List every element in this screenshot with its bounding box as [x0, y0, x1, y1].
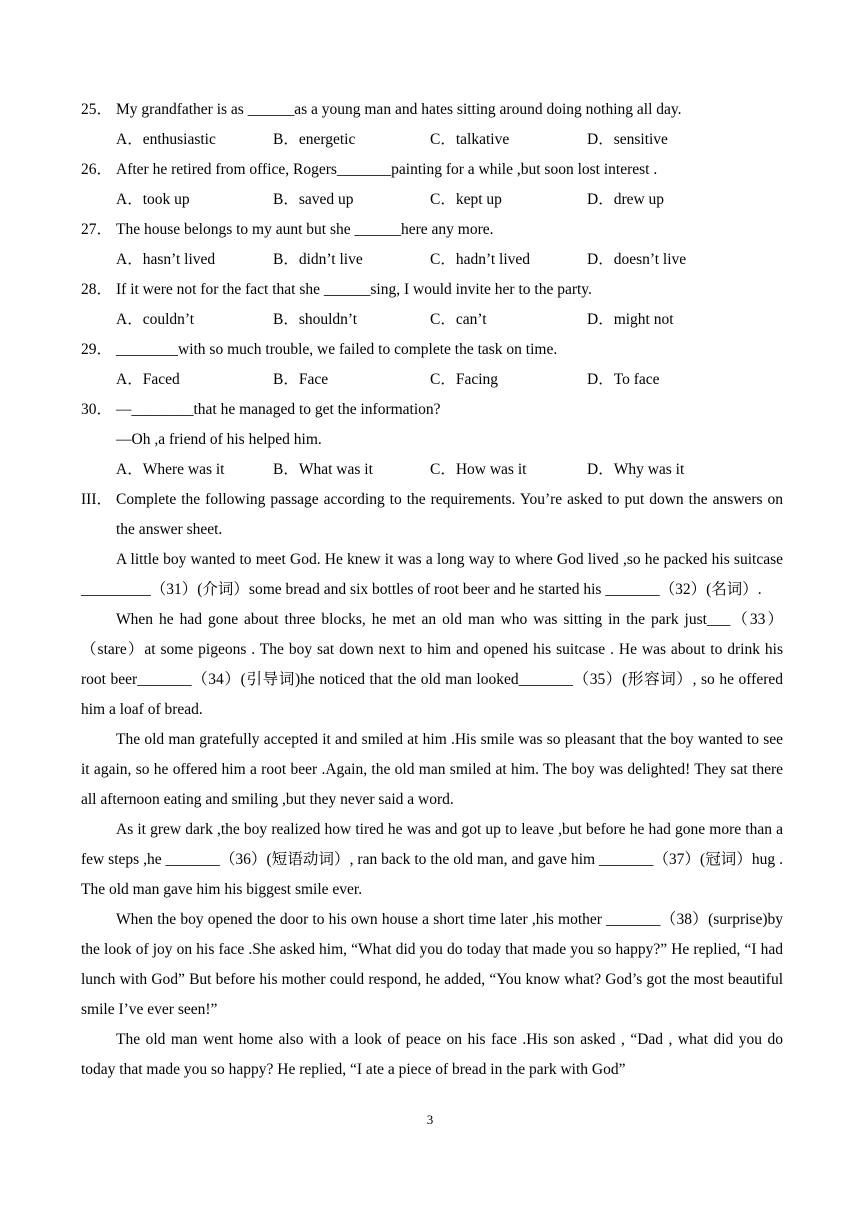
passage-paragraph: When he had gone about three blocks, he met an old man who was sitting in the park just___（33）（stare）at some pigeons . The boy sat down next to him and opened his suitcase . He was about to drink his root beer_______（34）(引导词)he noticed that the old man looked_______（35）(形容词）, so he offered him a loaf of bread.: [81, 611, 783, 718]
page-number: 3: [426, 1112, 434, 1127]
question-stem: My grandfather is as ______as a young man and hates sitting around doing nothing all day.: [116, 101, 682, 118]
option-c: C．talkative: [430, 131, 510, 148]
option-d: D．doesn’t live: [587, 251, 687, 268]
option-b: B．saved up: [273, 191, 354, 208]
question-25: [81, 95, 783, 125]
question-stem: After he retired from office, Rogers_______painting for a while ,but soon lost interest .: [116, 161, 658, 178]
option-a: A．hasn’t lived: [116, 251, 216, 268]
option-c: C．kept up: [430, 191, 502, 208]
section-label: III．: [81, 491, 112, 508]
option-b: B．energetic: [273, 131, 356, 148]
question-number: 26．: [81, 161, 113, 178]
option-c: C．can’t: [430, 311, 487, 328]
question-number: 30．: [81, 401, 113, 418]
question-number: 27．: [81, 221, 113, 238]
option-d: D．To face: [587, 371, 660, 388]
passage-paragraph: The old man went home also with a look of peace on his face .His son asked , “Dad , what did you do today that made you so happy? He replied, “I ate a piece of bread in the park with God”: [81, 1031, 783, 1078]
passage-paragraph: A little boy wanted to meet God. He knew it was a long way to where God lived ,so he packed his suitcase _________（31）(介词）some bread and six bottles of root beer and he started his _______（32）(名词）.: [81, 551, 783, 598]
section-instruction: [81, 485, 783, 545]
question-stem: If it were not for the fact that she ______sing, I would invite her to the party.: [116, 281, 592, 298]
question-stem: ________with so much trouble, we failed to complete the task on time.: [116, 341, 558, 358]
options-26: [81, 185, 783, 215]
options-25: [81, 125, 783, 155]
question-30: [81, 395, 783, 425]
option-d: D．drew up: [587, 191, 665, 208]
question-stem: —________that he managed to get the information?: [116, 401, 441, 418]
option-c: C．hadn’t lived: [430, 251, 531, 268]
option-c: C．Facing: [430, 371, 499, 388]
question-27: [81, 215, 783, 245]
options-30: [81, 455, 783, 485]
question-29: [81, 335, 783, 365]
question-number: 28．: [81, 281, 113, 298]
options-27: [81, 245, 783, 275]
option-a: A．couldn’t: [116, 311, 195, 328]
option-b: B．What was it: [273, 461, 373, 478]
option-d: D．might not: [587, 311, 674, 328]
option-b: B．Face: [273, 371, 329, 388]
option-d: D．sensitive: [587, 131, 668, 148]
passage-paragraph: The old man gratefully accepted it and smiled at him .His smile was so pleasant that the boy wanted to see it again, so he offered him a root beer .Again, the old man smiled at him. The boy was delighted! They sat there all afternoon eating and smiling ,but they never said a word.: [81, 731, 783, 808]
question-26: [81, 155, 783, 185]
option-d: D．Why was it: [587, 461, 685, 478]
option-b: B．shouldn’t: [273, 311, 358, 328]
question-28: [81, 275, 783, 305]
option-a: A．enthusiastic: [116, 131, 216, 148]
options-29: [81, 365, 783, 395]
question-stem: The house belongs to my aunt but she ______here any more.: [116, 221, 494, 238]
options-28: [81, 305, 783, 335]
question-reply: —Oh ,a friend of his helped him.: [116, 431, 322, 448]
option-a: A．took up: [116, 191, 190, 208]
question-number: 29．: [81, 341, 113, 358]
passage-paragraph: When the boy opened the door to his own house a short time later ,his mother _______（38）(surprise)by the look of joy on his face .She asked him, “What did you do today that made you so happy?” He replied, “I had lunch with God” But before his mother could respond, he added, “You know what? God’s got the most beautiful smile I’ve ever seen!”: [81, 911, 783, 1018]
option-a: A．Where was it: [116, 461, 225, 478]
option-b: B．didn’t live: [273, 251, 363, 268]
page-content: [81, 95, 783, 1085]
section-instruction-text: Complete the following passage according to the requirements. You’re asked to put down the answers on the answer sheet.: [116, 491, 783, 538]
question-number: 25．: [81, 101, 113, 118]
option-c: C．How was it: [430, 461, 527, 478]
option-a: A．Faced: [116, 371, 180, 388]
passage-paragraph: As it grew dark ,the boy realized how tired he was and got up to leave ,but before he had gone more than a few steps ,he _______（36）(短语动词）, ran back to the old man, and gave him _______（37）(冠词）hug . The old man gave him his biggest smile ever.: [81, 821, 783, 898]
